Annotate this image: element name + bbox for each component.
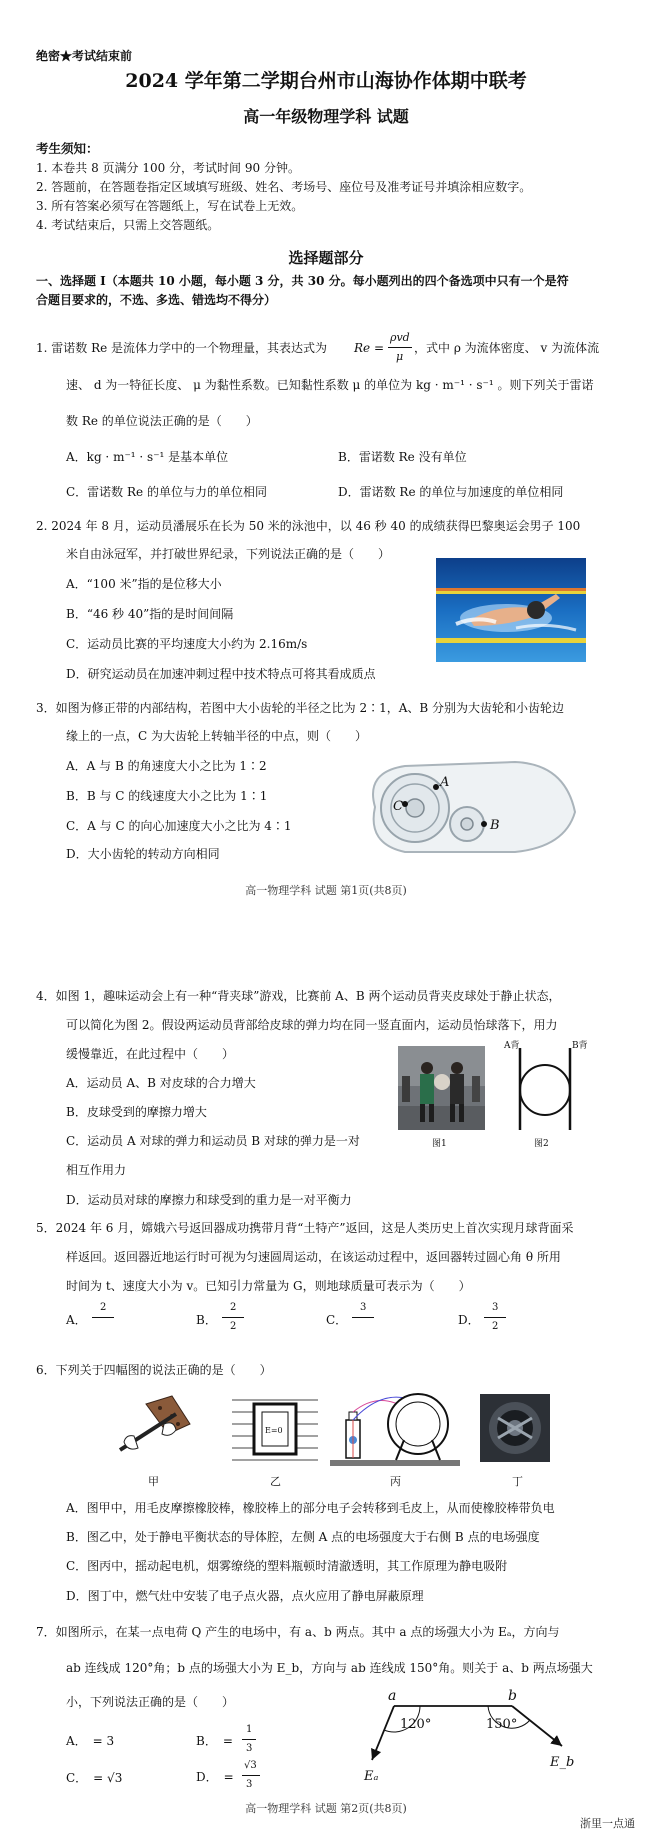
eb-label: E_b	[550, 1755, 575, 1770]
q5-stem: 5．2024 年 6 月，嫦娥六号返回器成功携带月背“土特产”返回，这是人类历史上首次实现月球背面采	[36, 1221, 574, 1235]
figure-caption-jia: 甲	[148, 1475, 159, 1488]
q3-option-c: C．A 与 C 的向心加速度大小之比为 4∶1	[66, 819, 292, 833]
part1-instructions: 合题目要求的，不选、多选、错选均不得分）	[36, 293, 277, 307]
notice-item: 1. 本卷共 8 页满分 100 分，考试时间 90 分钟。	[36, 161, 300, 175]
q7-option-b: B． = 1 3	[196, 1722, 276, 1762]
point-a-label: a	[388, 1688, 397, 1704]
q5-stem: 时间为 t、速度大小为 v。已知引力常量为 G，则地球质量可表示为（ ）	[66, 1279, 471, 1293]
q4-option-a: A．运动员 A、B 对皮球的合力增大	[66, 1076, 256, 1090]
page-footer: 高一物理学科 试题 第1页(共8页)	[245, 884, 407, 897]
q7-stem: 7．如图所示，在某一点电荷 Q 产生的电场中，有 a、b 两点。其中 a 点的场强大小为 Eₐ，方向与	[36, 1625, 560, 1639]
field-vector-diagram	[362, 1688, 582, 1784]
q7-option-d: D． = √3 3	[196, 1758, 276, 1798]
q2-option-c: C．运动员比赛的平均速度大小约为 2.16m/s	[66, 637, 308, 651]
point-b-label: b	[508, 1688, 517, 1704]
q6-option-a: A．图甲中，用毛皮摩擦橡胶棒，橡胶棒上的部分电子会转移到毛皮上，从而使橡胶棒带负电	[66, 1501, 555, 1515]
fraction-bar	[352, 1317, 374, 1318]
ea-label: Eₐ	[364, 1769, 379, 1784]
q2-stem: 米自由泳冠军，并打破世界纪录，下列说法正确的是（ ）	[66, 547, 391, 561]
q1-stem: 速、 d 为一特征长度、 μ 为黏性系数。已知黏性系数 μ 的单位为 kg · m⁻¹ · s⁻¹ 。则下列关于雷诺	[66, 378, 594, 392]
conductor-cavity-figure	[232, 1390, 318, 1468]
electrostatic-machine-figure	[330, 1380, 460, 1470]
q4-option-c-cont: 相互作用力	[66, 1163, 127, 1177]
fraction-bar	[484, 1317, 506, 1318]
fig1-caption: 图1	[432, 1139, 447, 1149]
q5-stem: 样返回。返回器近地运行时可视为匀速圆周运动，在该运动过程中，返回器转过圆心角 θ 所用	[66, 1250, 561, 1264]
q3-stem: 3．如图为修正带的内部结构，若图中大小齿轮的半径之比为 2∶1，A、B 分别为大齿轮和小齿轮边	[36, 701, 565, 715]
q6-option-b: B．图乙中，处于静电平衡状态的导体腔，左侧 A 点的电场强度大于右侧 B 点的电场强度	[66, 1530, 540, 1544]
q3-option-b: B．B 与 C 的线速度大小之比为 1∶1	[66, 789, 268, 803]
figure-caption-yi: 乙	[270, 1475, 281, 1488]
fraction-bar	[242, 1739, 256, 1740]
angle-150-label: 150°	[486, 1717, 518, 1732]
angle-120-label: 120°	[400, 1717, 432, 1732]
notice-item: 4. 考试结束后，只需上交答题纸。	[36, 218, 220, 232]
q7-option-a: A． = 3	[66, 1734, 115, 1748]
q1-stem: 数 Re 的单位说法正确的是（ ）	[66, 414, 258, 428]
swimmer-photo	[436, 558, 586, 662]
q6-option-d: D．图丁中，燃气灶中安装了电子点火器，点火应用了静电屏蔽原理	[66, 1589, 424, 1603]
q7-option-c: C． = √3	[66, 1771, 123, 1785]
q6-stem: 6．下列关于四幅图的说法正确的是（ ）	[36, 1363, 272, 1377]
a-back-label: A背	[504, 1041, 520, 1051]
q4-stem: 可以简化为图 2。假设两运动员背部给皮球的弹力均在同一竖直面内，运动员怡球落下，用力	[66, 1018, 558, 1032]
q7-stem: ab 连线成 120°角；b 点的场强大小为 E_b，方向与 ab 连线成 150°角。则关于 a、b 两点场强大	[66, 1661, 593, 1675]
page-footer: 高一物理学科 试题 第2页(共8页)	[245, 1802, 407, 1815]
field-zero-label: E=0	[265, 1426, 283, 1435]
notice-item: 2. 答题前，在答题卷指定区域填写班级、姓名、考场号、座位号及准考证号并填涂相应数字。	[36, 180, 532, 194]
q2-stem: 2. 2024 年 8 月，运动员潘展乐在长为 50 米的泳池中，以 46 秒 40 的成绩获得巴黎奥运会男子 100	[36, 519, 581, 533]
q1-stem: 1. 雷诺数 Re 是流体力学中的一个物理量，其表达式为	[36, 341, 328, 355]
fig2-caption: 图2	[534, 1139, 549, 1149]
notice-item: 3. 所有答案必须写在答题纸上，写在试卷上无效。	[36, 199, 304, 213]
figure-caption-bing: 丙	[390, 1475, 401, 1488]
q7-stem: 小，下列说法正确的是（ ）	[66, 1695, 235, 1709]
q6-option-c: C．图丙中，摇动起电机，烟雾缭绕的塑料瓶顿时清澈透明，其工作原理为静电吸附	[66, 1559, 508, 1573]
q5-option-d: D． 3 2	[458, 1300, 558, 1340]
q4-stem: 4．如图 1，趣味运动会上有一种“背夹球”游戏，比赛前 A、B 两个运动员背夹皮球处于静止状态，	[36, 989, 561, 1003]
gas-stove-photo	[480, 1394, 550, 1462]
q1-option-b: B．雷诺数 Re 没有单位	[338, 450, 467, 464]
point-b-label: B	[490, 818, 500, 833]
q2-option-b: B．“46 秒 40”指的是时间间隔	[66, 607, 234, 621]
point-c-label: C	[393, 799, 403, 814]
fraction-bar	[222, 1317, 244, 1318]
notice-heading: 考生须知：	[36, 141, 99, 156]
exam-subtitle: 高一年级物理学科 试题	[243, 107, 409, 126]
q3-option-a: A．A 与 B 的角速度大小之比为 1∶2	[66, 759, 267, 773]
q1-option-c: C．雷诺数 Re 的单位与力的单位相同	[66, 485, 267, 499]
q5-option-a: A． 2	[66, 1300, 166, 1340]
fraction-bar	[388, 347, 412, 348]
b-back-label: B背	[572, 1041, 588, 1051]
q3-stem: 缘上的一点，C 为大齿轮上转轴半径的中点，则（ ）	[66, 729, 367, 743]
ball-game-photo	[398, 1046, 485, 1130]
q1-stem: ，式中 ρ 为流体密度、 v 为流体流	[414, 341, 600, 355]
watermark: 浙里一点通	[580, 1817, 635, 1830]
q4-option-c: C．运动员 A 对球的弹力和运动员 B 对球的弹力是一对	[66, 1134, 360, 1148]
q3-option-d: D．大小齿轮的转动方向相同	[66, 847, 220, 861]
fur-rubbing-figure	[116, 1394, 196, 1464]
part1-instructions: 一、选择题 I（本题共 10 小题，每小题 3 分，共 30 分。每小题列出的四个备选项中只有一个是符	[36, 274, 569, 288]
fraction-bar	[92, 1317, 114, 1318]
q2-option-d: D．研究运动员在加速冲刺过程中技术特点可将其看成质点	[66, 667, 376, 681]
q4-option-b: B．皮球受到的摩擦力增大	[66, 1105, 207, 1119]
exam-title: 2024 学年第二学期台州市山海协作体期中联考	[125, 70, 527, 92]
secret-label: 绝密★考试结束前	[36, 49, 133, 63]
correction-tape-figure	[355, 752, 580, 862]
point-a-label: A	[440, 775, 450, 790]
figure-caption-ding: 丁	[512, 1475, 523, 1488]
q4-stem: 缓慢靠近，在此过程中（ ）	[66, 1047, 235, 1061]
q1-formula: Re = ρvd μ	[354, 330, 414, 366]
q2-option-a: A．“100 米”指的是位移大小	[66, 577, 222, 591]
section-title: 选择题部分	[288, 249, 364, 267]
q1-option-d: D．雷诺数 Re 的单位与加速度的单位相同	[338, 485, 564, 499]
q4-option-d: D．运动员对球的摩擦力和球受到的重力是一对平衡力	[66, 1193, 352, 1207]
back-ball-diagram	[500, 1038, 590, 1134]
q1-option-a: A．kg · m⁻¹ · s⁻¹ 是基本单位	[66, 450, 229, 464]
q5-option-c: C． 3	[326, 1300, 426, 1340]
q5-option-b: B． 2 2	[196, 1300, 296, 1340]
fraction-bar	[242, 1775, 260, 1776]
